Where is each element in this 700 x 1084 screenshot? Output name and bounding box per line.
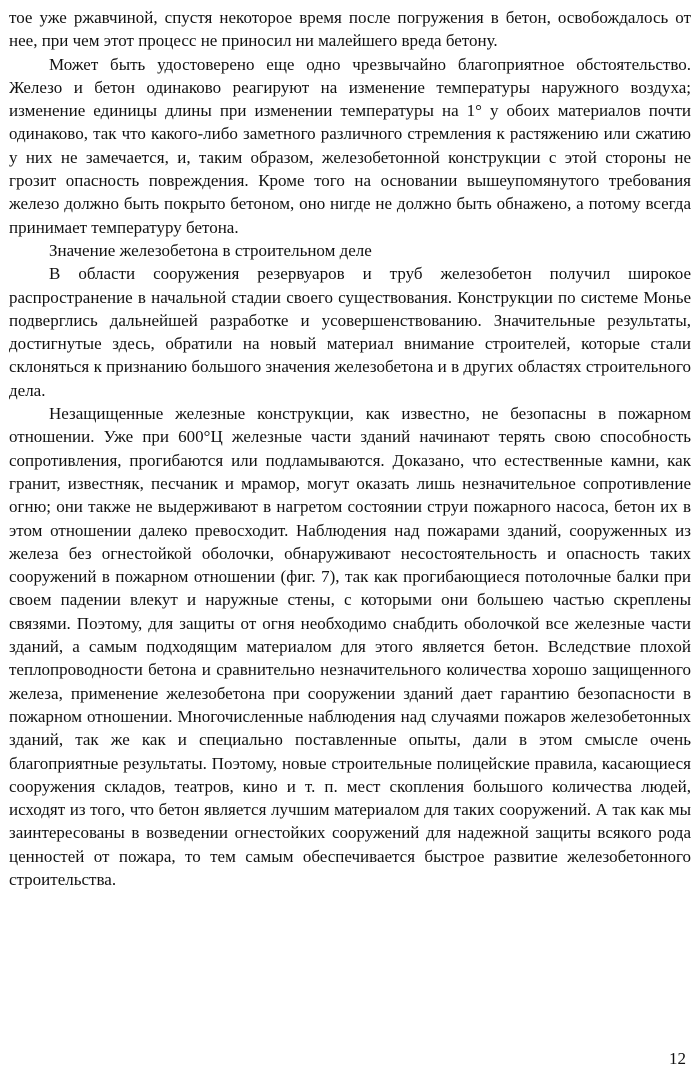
paragraph-reservoirs: В области сооружения резервуаров и труб железобетон получил широкое распространение в начальной стадии своего существования. Конструкции по системе Монье подверглись дальнейшей разработке и усовершенствованию. Значительные результаты, достигнутые здесь, обратили на новый материал внимание строителей, которые стали склоняться к признанию большого значения железобетона и в других областях строительного дела. — [9, 264, 691, 400]
page-number: 12 — [669, 1049, 686, 1068]
paragraph-continuation: тое уже ржавчиной, спустя некоторое время после погружения в бетон, освобождалось от нее, при чем этот процесс не приносил ни малейшего вреда бетону. — [9, 8, 691, 51]
paragraph-fire-safety: Незащищенные железные конструкции, как известно, не безопасны в пожарном отношении. Уже при 600°Ц железные части зданий начинают терять свою способность сопротивления, прогибаются или подламываются. Доказано, что естественные камни, как гранит, известняк, песчаник и мрамор, могут оказать лишь незначительное сопротивление огню; они также не выдерживают в нагретом состоянии струи пожарного насоса, бетон их в этом отношении далеко превосходит. Наблюдения над пожарами зданий, сооруженных из железа без огнестойкой оболочки, обнаруживают несостоятельность и опасность таких сооружений в пожарном отношении (фиг. 7), так как прогибающиеся потолочные балки при своем падении влекут и наружные стены, с которыми они большею частью скреплены связями. Поэтому, для защиты от огня необходимо снабдить оболочкой все железные части зданий, а самым подходящим материалом для этого является бетон. Вследствие плохой теплопроводности бетона и сравнительно незначительного количества хорошо защищенного железа, применение железобетона при сооружении зданий дает гарантию безопасности в пожарном отношении. Многочисленные наблюдения над случаями пожаров железобетонных зданий, так же как и специально поставленные опыты, дали в этом смысле очень благоприятные результаты. Поэтому, новые строительные полицейские правила, касающиеся сооружения складов, театров, кино и т. п. мест скопления большого количества людей, исходят из того, что бетон является лучшим материалом для таких сооружений. А так как мы заинтересованы в возведении огнестойких сооружений для надежной защиты всякого рода ценностей от пожара, то тем самым обеспечивается быстрое развитие железобетонного строительства. — [9, 404, 691, 889]
paragraph-temperature: Может быть удостоверено еще одно чрезвычайно благоприятное обстоятельство. Железо и бетон одинаково реагируют на изменение температуры наружного воздуха; изменение единицы длины при изменении температуры на 1° у обоих материалов почти одинаково, так что какого-либо заметного различного стремления к растяжению или сжатию у них не замечается, и, таким образом, железобетонной конструкции с этой стороны не грозит опасность повреждения. Кроме того на основании вышеупомянутого требования железо должно быть покрыто бетоном, оно нигде не должно быть обнажено, а потому всегда принимает температуру бетона. — [9, 54, 691, 237]
section-heading: Значение железобетона в строительном деле — [49, 240, 372, 260]
